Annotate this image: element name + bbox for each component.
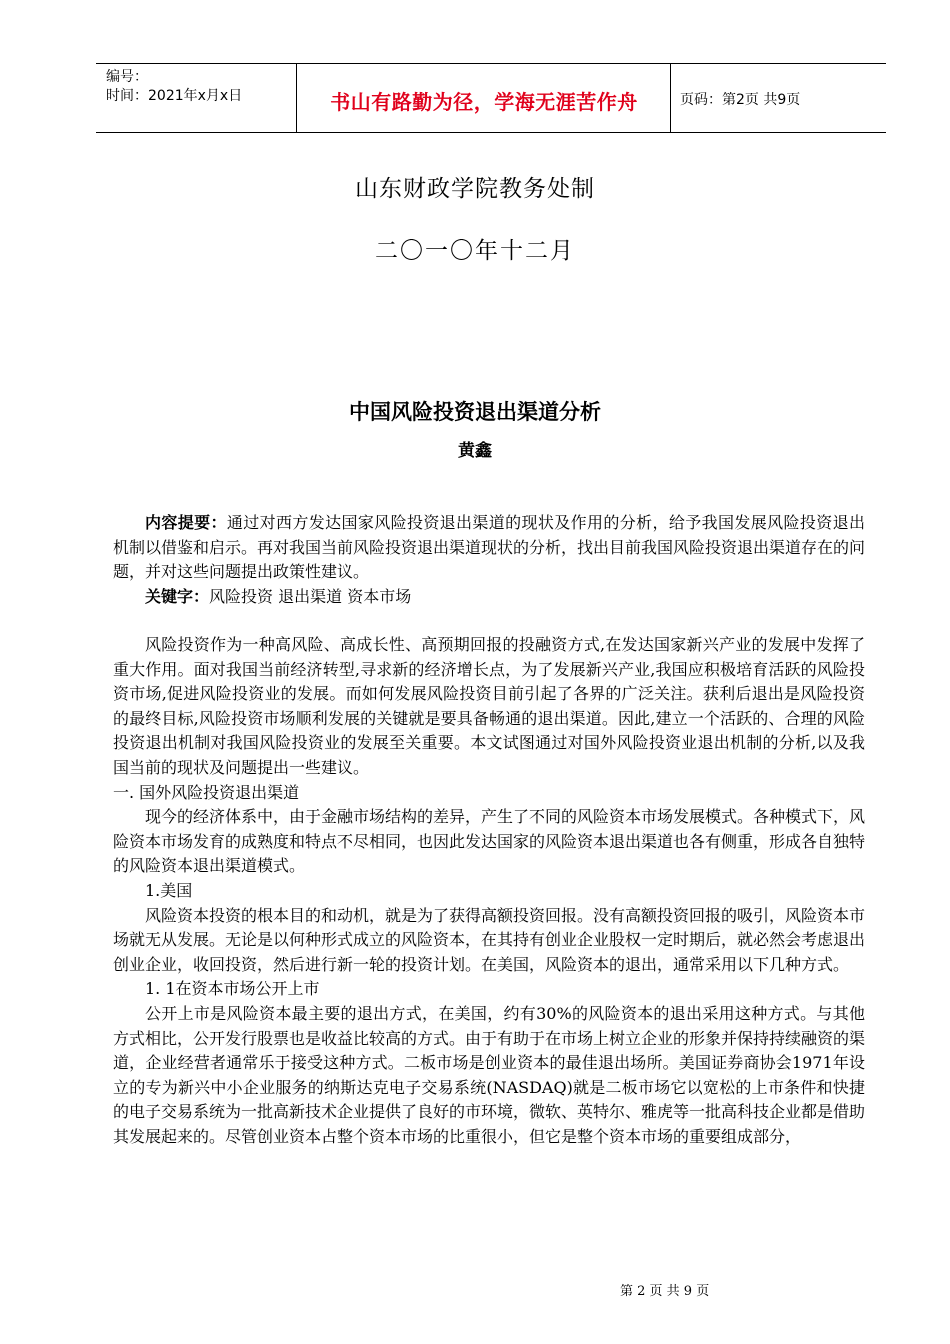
page-header — [96, 63, 886, 133]
number-label: 编号： — [106, 69, 148, 85]
abstract-paragraph — [113, 511, 865, 585]
keywords-text: 风险投资 退出渠道 资本市场 — [209, 586, 412, 606]
abstract-text: 通过对西方发达国家风险投资退出渠道的现状及作用的分析，给予我国发展风险投资退出机制以借鉴和启示。再对我国当前风险投资退出渠道现状的分析，找出目前我国风险投资退出渠道存在的问题，并对这些问题提出政策性建议。 — [113, 513, 866, 582]
body-paragraph: 现今的经济体系中，由于金融市场结构的差异，产生了不同的风险资本市场发展模式。各种模式下，风险资本市场发育的成熟度和特点不尽相同，也因此发达国家的风险资本退出渠道也各有侧重，形成各自独特的风险资本退出渠道模式。 — [113, 807, 866, 876]
cover-date: 二〇一〇年十二月 — [375, 238, 575, 264]
section-heading: 一. 国外风险投资退出渠道 — [113, 782, 300, 802]
keywords-label: 关键字： — [145, 586, 210, 606]
article-author: 黄鑫 — [458, 441, 492, 461]
main-body — [113, 633, 865, 1149]
abstract-section — [113, 511, 865, 609]
body-paragraph: 风险投资作为一种高风险、高成长性、高预期回报的投融资方式,在发达国家新兴产业的发展中发挥了重大作用。面对我国当前经济转型,寻求新的经济增长点，为了发展新兴产业,我国应积极培育活跃的风险投资市场,促进风险投资业的发展。而如何发展风险投资目前引起了各界的广泛关注。获利后退出是风险投资的最终目标,风险投资市场顺利发展的关键就是要具备畅通的退出渠道。因此,建立一个活跃的、合理的风险投资退出机制对我国风险投资业的发展至关重要。本文试图通过对国外风险投资业退出机制的分析,以及我国当前的现状及问题提出一些建议。 — [113, 635, 865, 777]
abstract-label: 内容提要： — [145, 513, 227, 532]
header-meta — [106, 68, 242, 106]
cover-org: 山东财政学院教务处制 — [355, 176, 595, 202]
time-label: 时间：2021年x月x日 — [106, 88, 243, 104]
body-paragraph: 公开上市是风险资本最主要的退出方式，在美国，约有30%的风险资本的退出采用这种方式。与其他方式相比，公开发行股票也是收益比较高的方式。由于有助于在市场上树立企业的形象并保持持续融资的渠道，企业经营者通常乐于接受这种方式。二板市场是创业资本的最佳退出场所。美国证券商协会1971年设立的专为新兴中小企业服务的纳斯达克电子交易系统(NASDAQ)就是二板市场它以宽松的上市条件和快捷的电子交易系统为一批高新技术企业提供了良好的市环境，微软、英特尔、雅虎等一批高科技企业都是借助其发展起来的。尽管创业资本占整个资本市场的比重很小，但它是整个资本市场的重要组成部分， — [113, 1003, 866, 1146]
subsection-heading: 1.美国 — [145, 880, 193, 900]
article-title: 中国风险投资退出渠道分析 — [349, 400, 601, 424]
header-page-info: 页码：第2页 共9页 — [680, 92, 801, 108]
header-divider — [296, 64, 297, 132]
header-divider — [670, 64, 671, 132]
body-paragraph: 风险资本投资的根本目的和动机，就是为了获得高额投资回报。没有高额投资回报的吸引，风险资本市场就无从发展。无论是以何种形式成立的风险资本，在其持有创业企业股权一定时期后，就必然会考虑退出创业企业，收回投资，然后进行新一轮的投资计划。在美国，风险资本的退出，通常采用以下几种方式。 — [113, 905, 866, 974]
page-footer: 第 2 页 共 9 页 — [620, 1284, 710, 1299]
subsection-heading: 1. 1在资本市场公开上市 — [145, 979, 320, 999]
header-motto: 书山有路勤为径，学海无涯苦作舟 — [330, 90, 638, 114]
keywords-paragraph — [113, 585, 865, 610]
